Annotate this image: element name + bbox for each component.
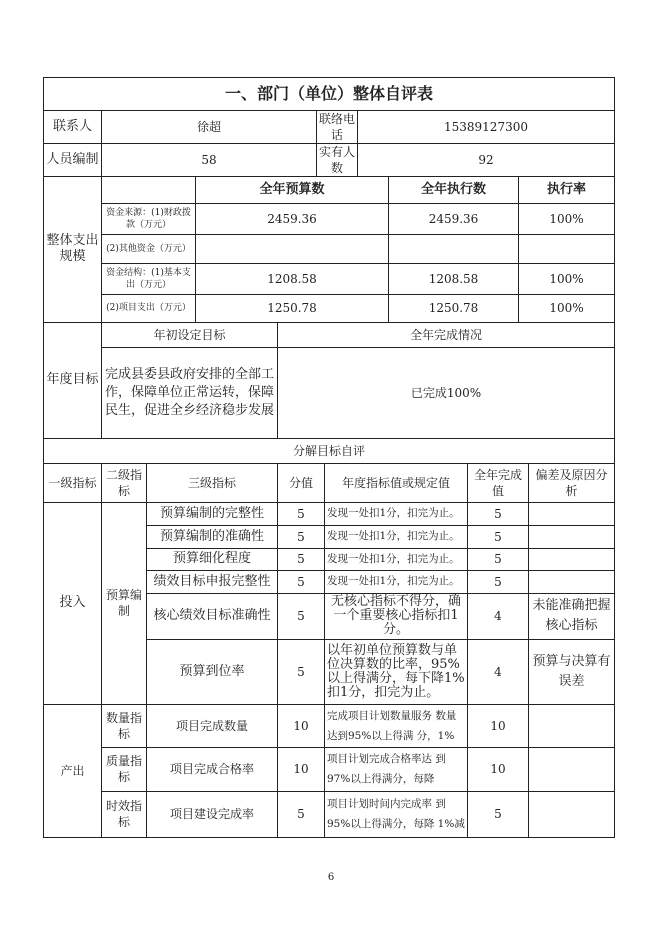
goals-table xyxy=(43,323,615,440)
rule: 完成项目计划数量服务 数量达到95%以上得满 分，1% xyxy=(325,704,468,747)
budget-header: 全年预算数 xyxy=(196,177,389,203)
indicator-name: 绩效目标申报完整性 xyxy=(147,570,278,593)
rate-value: 100% xyxy=(519,263,615,294)
contact-label: 联系人 xyxy=(44,111,102,144)
indicator-name: 项目建设完成率 xyxy=(147,791,278,837)
rule: 发现一处扣1分，扣完为止。 xyxy=(325,525,468,548)
table-row xyxy=(44,747,615,791)
rule: 发现一处扣1分，扣完为止。 xyxy=(325,502,468,525)
done: 4 xyxy=(468,639,529,704)
rate-value: 100% xyxy=(519,203,615,234)
budget-row xyxy=(44,294,615,322)
budget-value: 2459.36 xyxy=(196,203,389,234)
level2: 质量指标 xyxy=(102,747,147,791)
note xyxy=(529,570,615,593)
col-header: 三级指标 xyxy=(147,463,278,502)
score: 5 xyxy=(278,548,325,570)
note xyxy=(529,525,615,548)
evaluation-table xyxy=(43,439,615,838)
done: 4 xyxy=(468,593,529,639)
note xyxy=(529,704,615,747)
budget-value: 1208.58 xyxy=(196,263,389,294)
header-table xyxy=(43,77,615,177)
note xyxy=(529,791,615,837)
staff-value: 58 xyxy=(102,144,317,177)
col-header: 年度指标值或规定值 xyxy=(325,463,468,502)
score: 10 xyxy=(278,704,325,747)
done: 5 xyxy=(468,791,529,837)
table-row xyxy=(44,791,615,837)
col-header: 二级指标 xyxy=(102,463,147,502)
note xyxy=(529,548,615,570)
indicator-name: 预算编制的准确性 xyxy=(147,525,278,548)
rule: 发现一处扣1分，扣完为止。 xyxy=(325,570,468,593)
indicator-name: 预算编制的完整性 xyxy=(147,502,278,525)
exec-value: 2459.36 xyxy=(389,203,519,234)
contact-value: 徐超 xyxy=(102,111,317,144)
row-label: (2)其他资金（万元） xyxy=(102,234,196,263)
actual-value: 92 xyxy=(358,144,615,177)
score: 5 xyxy=(278,791,325,837)
evaluation-title: 分解目标自评 xyxy=(44,439,615,463)
form-title: 一、部门（单位）整体自评表 xyxy=(44,78,615,111)
budget-table xyxy=(43,177,615,323)
indicator-name: 项目完成数量 xyxy=(147,704,278,747)
rate-value: 100% xyxy=(519,294,615,322)
rule: 发现一处扣1分，扣完为止。 xyxy=(325,548,468,570)
row-label: 资金来源：(1)财政拨款（万元） xyxy=(102,203,196,234)
done: 5 xyxy=(468,525,529,548)
budget-row xyxy=(44,203,615,234)
table-row xyxy=(44,502,615,525)
score: 5 xyxy=(278,593,325,639)
note: 未能准确把握核心指标 xyxy=(529,593,615,639)
note xyxy=(529,747,615,791)
indicator-name: 项目完成合格率 xyxy=(147,747,278,791)
exec-header: 全年执行数 xyxy=(389,177,519,203)
score: 5 xyxy=(278,525,325,548)
phone-value: 15389127300 xyxy=(358,111,615,144)
budget-value: 1250.78 xyxy=(196,294,389,322)
indicator-name: 核心绩效目标准确性 xyxy=(147,593,278,639)
col-header: 一级指标 xyxy=(44,463,102,502)
rate-header: 执行率 xyxy=(519,177,615,203)
note: 预算与决算有误差 xyxy=(529,639,615,704)
note xyxy=(529,502,615,525)
indicator-name: 预算到位率 xyxy=(147,639,278,704)
score: 5 xyxy=(278,502,325,525)
goals-result-header: 全年完成情况 xyxy=(278,323,615,348)
level2: 时效指标 xyxy=(102,791,147,837)
table-row xyxy=(44,704,615,747)
indicator-name: 预算细化程度 xyxy=(147,548,278,570)
col-header: 分值 xyxy=(278,463,325,502)
level1-output: 产出 xyxy=(44,704,102,837)
exec-value: 1208.58 xyxy=(389,263,519,294)
goals-target-header: 年初设定目标 xyxy=(102,323,278,348)
row-label: 资金结构：(1)基本支出（万元） xyxy=(102,263,196,294)
staff-label: 人员编制 xyxy=(44,144,102,177)
col-header: 全年完成值 xyxy=(468,463,529,502)
level2-budget: 预算编制 xyxy=(102,502,147,704)
budget-section-label: 整体支出规模 xyxy=(44,177,102,322)
level1-input: 投入 xyxy=(44,502,102,704)
exec-value xyxy=(389,234,519,263)
budget-row xyxy=(44,234,615,263)
rule: 无核心指标不得分，确一个重要核心指标扣1分。 xyxy=(325,593,468,639)
phone-label: 联络电话 xyxy=(317,111,358,144)
page-number: 6 xyxy=(327,872,335,883)
col-header: 偏差及原因分析 xyxy=(529,463,615,502)
rule: 项目计划完成合格率达 到97%以上得满分，每降 xyxy=(325,747,468,791)
score: 5 xyxy=(278,639,325,704)
budget-row xyxy=(44,263,615,294)
done: 10 xyxy=(468,704,529,747)
done: 10 xyxy=(468,747,529,791)
actual-label: 实有人数 xyxy=(317,144,358,177)
level2: 数量指标 xyxy=(102,704,147,747)
score: 5 xyxy=(278,570,325,593)
rule: 以年初单位预算数与单位决算数的比率，95%以上得满分，每下降1%扣1分，扣完为止。 xyxy=(325,639,468,704)
goals-section-label: 年度目标 xyxy=(44,323,102,439)
budget-value xyxy=(196,234,389,263)
exec-value: 1250.78 xyxy=(389,294,519,322)
goals-target: 完成县委县政府安排的全部工作，保障单位正常运转，保障民生，促进全乡经济稳步发展 xyxy=(102,348,278,439)
self-evaluation-form xyxy=(43,77,615,838)
score: 10 xyxy=(278,747,325,791)
row-label: (2)项目支出（万元） xyxy=(102,294,196,322)
done: 5 xyxy=(468,502,529,525)
done: 5 xyxy=(468,548,529,570)
goals-result: 已完成100% xyxy=(278,348,615,439)
rule: 项目计划时间内完成率 到95%以上得满分，每降 1%减 xyxy=(325,791,468,837)
done: 5 xyxy=(468,570,529,593)
rate-value xyxy=(519,234,615,263)
